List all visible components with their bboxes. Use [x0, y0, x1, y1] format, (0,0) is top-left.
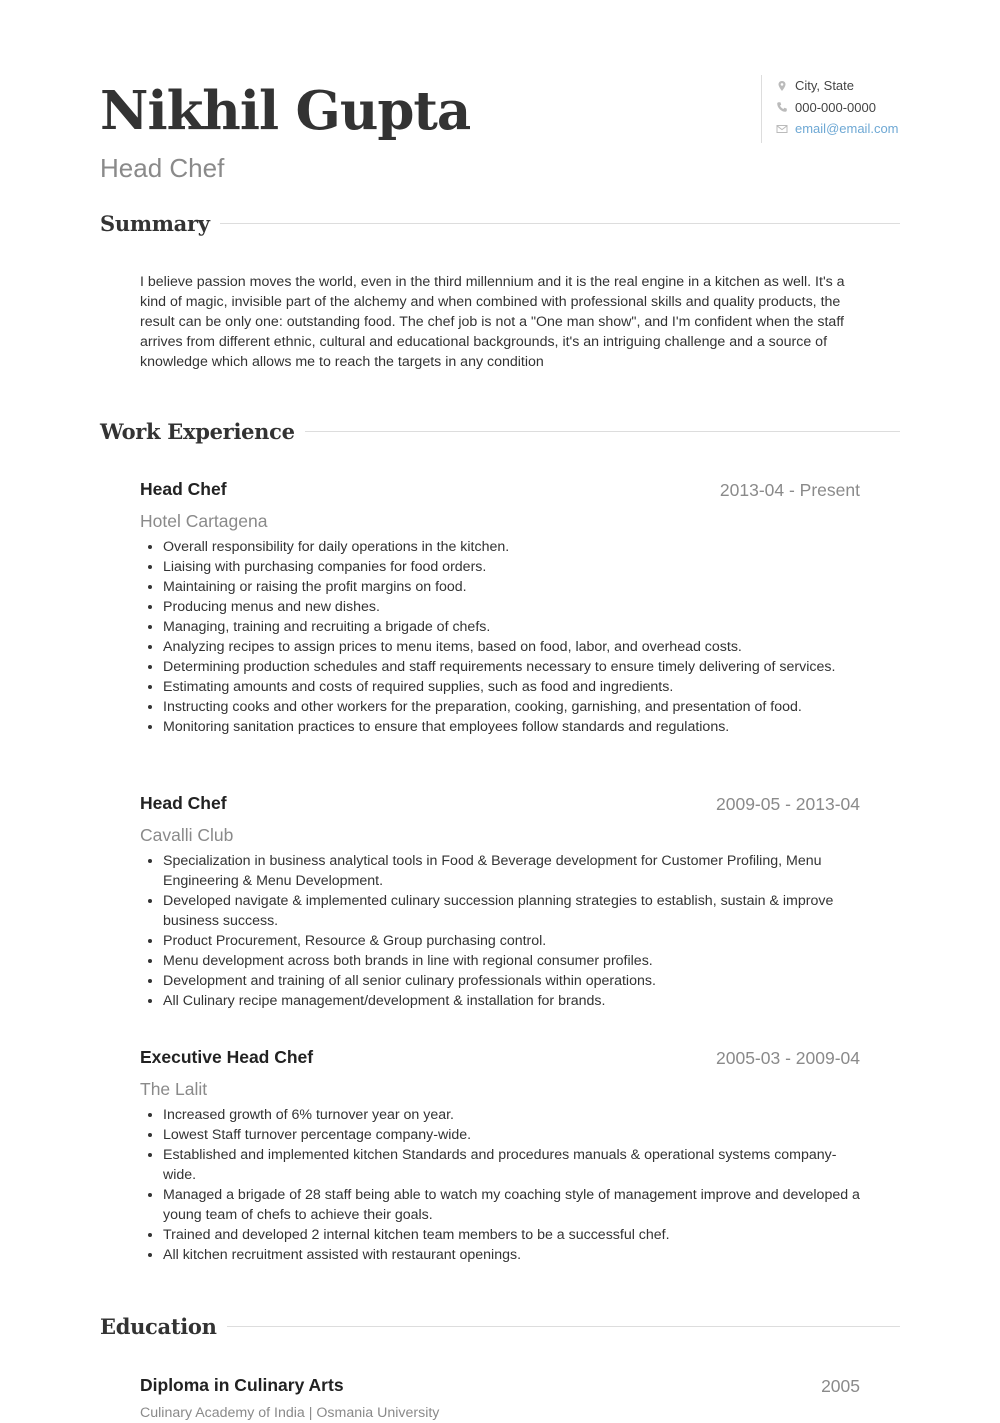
- phone-icon: [776, 101, 788, 113]
- job-bullet: • Estimating amounts and costs of required supplies, such as food and ingredients.: [163, 677, 860, 697]
- job-bullets: [140, 851, 860, 1011]
- job-company: The Lalit: [140, 1079, 208, 1099]
- job-dates: 2005-03 - 2009-04: [716, 1048, 860, 1068]
- job-bullet: • Analyzing recipes to assign prices to menu items, based on food, labor, and overhead costs.: [163, 637, 860, 657]
- map-pin-icon: [776, 80, 788, 92]
- job-bullet: • Instructing cooks and other workers for the preparation, cooking, garnishing, and presentation of food.: [163, 697, 860, 717]
- education-heading: Education: [100, 1313, 217, 1339]
- job-title: Head Chef: [140, 793, 227, 813]
- education-entry: [140, 1375, 860, 1423]
- envelope-icon: [776, 123, 788, 135]
- job-bullet: • Lowest Staff turnover percentage company-wide.: [163, 1125, 860, 1145]
- contact-phone-text: 000-000-0000: [795, 99, 876, 115]
- job-bullet: • Menu development across both brands in line with regional consumer profiles.: [163, 951, 860, 971]
- summary-section-header: [100, 206, 900, 240]
- job-title: Executive Head Chef: [140, 1047, 314, 1067]
- job-bullet: • Maintaining or raising the profit margins on food.: [163, 577, 860, 597]
- job-bullet: • Increased growth of 6% turnover year on year.: [163, 1105, 860, 1125]
- contact-email-link[interactable]: email@email.com: [795, 121, 899, 137]
- contact-location-text: City, State: [795, 78, 855, 94]
- job-bullet: • Established and implemented kitchen Standards and procedures manuals & operational systems company-wide.: [163, 1145, 860, 1185]
- job-company: Cavalli Club: [140, 825, 234, 845]
- job-bullet: • Managing, training and recruiting a brigade of chefs.: [163, 617, 860, 637]
- summary-text: I believe passion moves the world, even in the third millennium and it is the real engine in a kitchen as well. It's a kind of magic, invisible part of the alchemy and when combined with professional skills and quality products, the result can be only one: outstanding food. The chef job is not a "One man show", and I'm confident when the staff arrives from different ethnic, cultural and educational backgrounds, it's an intriguing challenge and a source of knowledge which allows me to reach the targets in any condition: [140, 274, 845, 370]
- job-bullet: • Product Procurement, Resource & Group purchasing control.: [163, 931, 860, 951]
- job-bullet: • Developed navigate & implemented culinary succession planning strategies to establish, sustain & improve business success.: [163, 891, 860, 931]
- candidate-role: Head Chef: [100, 153, 225, 183]
- job-title: Head Chef: [140, 479, 227, 499]
- job-bullet: • Development and training of all senior culinary professionals within operations.: [163, 971, 860, 991]
- work-heading: Work Experience: [100, 418, 295, 444]
- education-degree: Diploma in Culinary Arts: [140, 1375, 344, 1395]
- job-dates: 2013-04 - Present: [719, 480, 860, 500]
- job-bullet: • Monitoring sanitation practices to ensure that employees follow standards and regulations.: [163, 717, 860, 737]
- section-divider: [220, 223, 900, 224]
- job-bullet: • Determining production schedules and staff requirements necessary to ensure timely delivering of services.: [163, 657, 860, 677]
- job-bullet: • All kitchen recruitment assisted with restaurant openings.: [163, 1245, 860, 1265]
- job-entry: [140, 479, 860, 737]
- contact-phone: [776, 97, 901, 119]
- job-bullet: • Managed a brigade of 28 staff being able to watch my coaching style of management improve and developed a young team of chefs to achieve their goals.: [163, 1185, 860, 1225]
- job-bullet: • Liaising with purchasing companies for food orders.: [163, 557, 860, 577]
- job-bullet: • Specialization in business analytical tools in Food & Beverage development for Customer Profiling, Menu Engineering & Menu Development.: [163, 851, 860, 891]
- job-company: Hotel Cartagena: [140, 511, 268, 531]
- job-bullet: • Trained and developed 2 internal kitchen team members to be a successful chef.: [163, 1225, 860, 1245]
- job-dates: 2009-05 - 2013-04: [716, 794, 860, 814]
- job-bullet: • Producing menus and new dishes.: [163, 597, 860, 617]
- job-bullet: • Overall responsibility for daily operations in the kitchen.: [163, 537, 860, 557]
- contact-location: [776, 75, 901, 97]
- job-bullet: • All Culinary recipe management/development & installation for brands.: [163, 991, 860, 1011]
- job-entry: [140, 793, 860, 1011]
- summary-heading: Summary: [100, 210, 210, 236]
- candidate-name: Nikhil Gupta: [100, 80, 471, 142]
- section-divider: [305, 431, 900, 432]
- job-entry: [140, 1047, 860, 1265]
- section-divider: [227, 1326, 900, 1327]
- contact-email[interactable]: [776, 118, 901, 140]
- work-section-header: [100, 414, 900, 448]
- education-year: 2005: [821, 1376, 860, 1396]
- contact-block: [761, 75, 901, 143]
- education-school: Culinary Academy of India | Osmania University: [140, 1405, 440, 1421]
- job-bullets: [140, 537, 860, 737]
- job-bullets: [140, 1105, 860, 1265]
- education-section-header: [100, 1309, 900, 1343]
